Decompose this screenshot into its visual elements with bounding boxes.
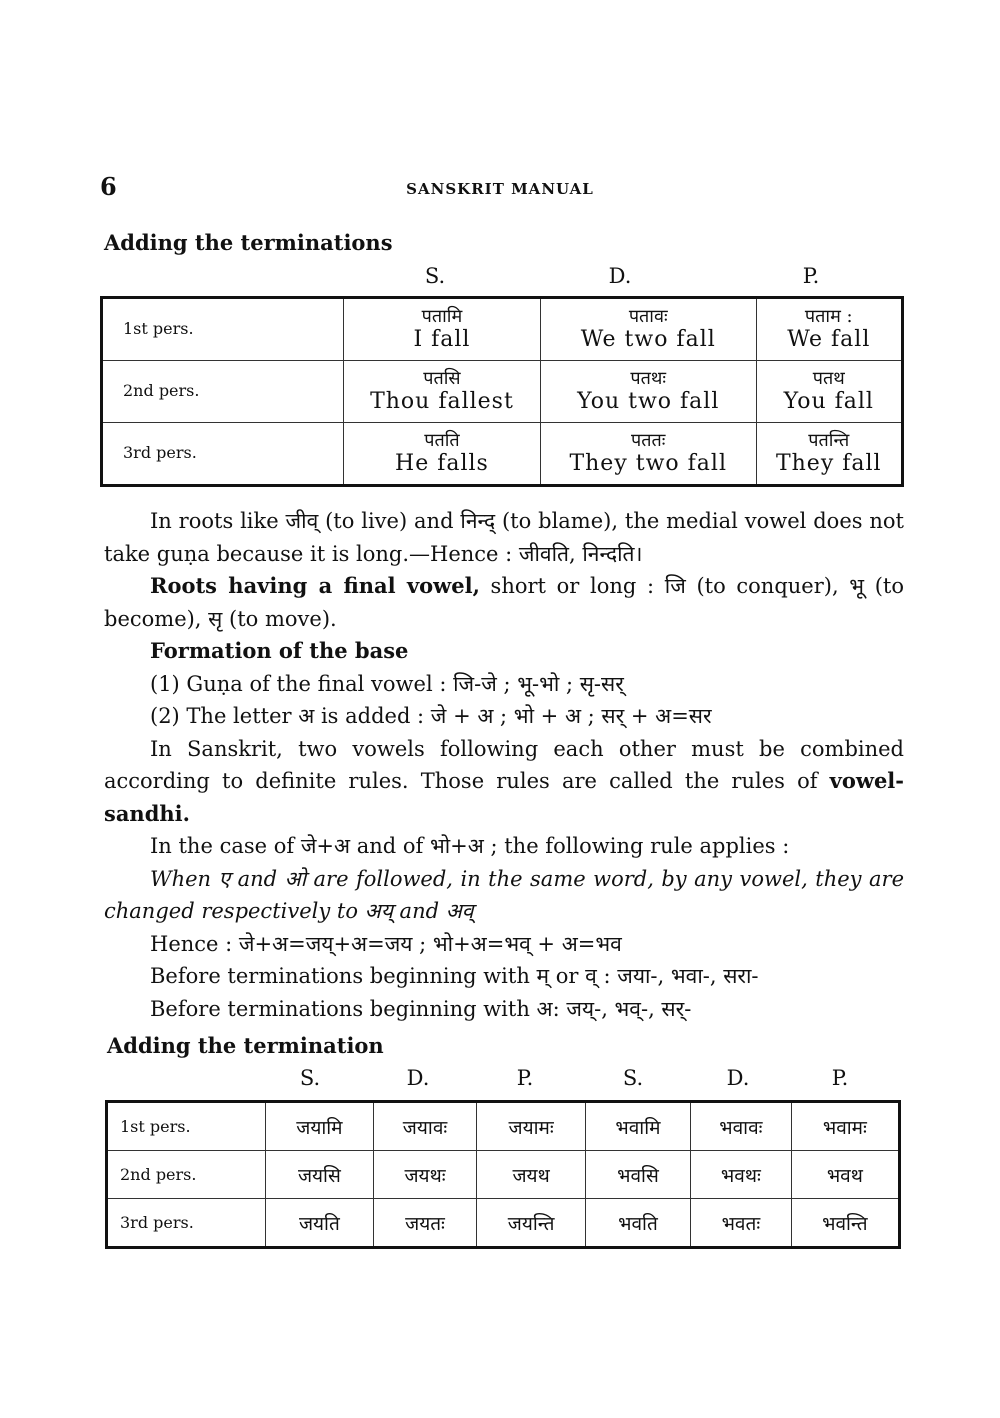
section-heading-terminations: Adding the terminations — [104, 230, 393, 255]
column-header: D. — [406, 1066, 430, 1090]
column-header-singular: S. — [424, 264, 446, 288]
table-row — [102, 423, 903, 486]
running-title: SANSKRIT MANUAL — [406, 180, 594, 198]
table-cell: भवामः — [791, 1102, 899, 1151]
table-cell: जयथ — [477, 1151, 586, 1199]
paragraph-text: In Sanskrit, two vowels following each other must be combined according to definite rules. Those rules are called the rules of — [104, 736, 904, 793]
table-cell — [540, 298, 756, 361]
conjugation-table-patati — [100, 296, 904, 487]
english-gloss: I fall — [413, 327, 471, 353]
table-cell — [756, 298, 902, 361]
column-header: S. — [622, 1066, 644, 1090]
sanskrit-form: पतथः — [630, 367, 667, 389]
column-header-plural: P. — [802, 264, 820, 288]
rule-letter-a-added: (2) The letter अ is added : जे + अ ; भो + अ ; सर् + अ=सर — [150, 704, 712, 728]
table-cell — [344, 423, 541, 486]
conjugation-table-jayati-bhavati — [105, 1100, 901, 1249]
english-gloss: You fall — [783, 389, 874, 415]
sanskrit-form: पतामि — [421, 305, 463, 327]
table-row — [107, 1199, 900, 1248]
table-cell: जयति — [266, 1199, 374, 1248]
subheading-formation-of-base: Formation of the base — [150, 638, 409, 663]
table-cell: जयावः — [373, 1102, 476, 1151]
table-cell — [756, 361, 902, 423]
body-text — [104, 505, 904, 1025]
paragraph-before-m-v: Before terminations beginning with म् or व् : जया-, भवा-, सरा- — [150, 964, 759, 988]
row-label: 1st pers. — [102, 298, 344, 361]
table-cell — [540, 361, 756, 423]
paragraph-hence: Hence : जे+अ=जय्+अ=जय ; भो+अ=भव् + अ=भव — [150, 931, 622, 956]
sanskrit-form: पतति — [424, 429, 460, 451]
table-cell: भवसि — [585, 1151, 690, 1199]
row-label: 1st pers. — [107, 1102, 266, 1151]
english-gloss: Thou fallest — [370, 389, 514, 415]
table-cell: भवामि — [585, 1102, 690, 1151]
column-header: D. — [726, 1066, 750, 1090]
table-cell: जयतः — [373, 1199, 476, 1248]
paragraph-rule-italic: When ए and ओ are followed, in the same word, by any vowel, they are changed respectively to अय् and अव् — [104, 866, 904, 923]
sanskrit-form: पतथ — [812, 367, 845, 389]
table-cell: भवथ — [791, 1151, 899, 1199]
bold-phrase: Roots having a final vowel, — [150, 573, 480, 598]
english-gloss: He falls — [395, 451, 489, 477]
table-row — [107, 1102, 900, 1151]
table-cell: जयामः — [477, 1102, 586, 1151]
table-cell — [344, 298, 541, 361]
paragraph-rule-applies: In the case of जे+अ and of भो+अ ; the following rule applies : — [150, 834, 790, 858]
column-header-dual: D. — [608, 264, 632, 288]
column-header: S. — [299, 1066, 321, 1090]
english-gloss: We fall — [787, 327, 871, 353]
sanskrit-form: पतन्ति — [808, 429, 850, 451]
table-cell: भवतः — [690, 1199, 791, 1248]
table-cell: जयन्ति — [477, 1199, 586, 1248]
table-cell: भवथः — [690, 1151, 791, 1199]
bold-phrase: vowel-sandhi. — [104, 768, 904, 826]
table-cell — [540, 423, 756, 486]
row-label: 3rd pers. — [102, 423, 344, 486]
row-label: 2nd pers. — [107, 1151, 266, 1199]
english-gloss: You two fall — [577, 389, 720, 415]
row-label: 2nd pers. — [102, 361, 344, 423]
english-gloss: We two fall — [580, 327, 716, 353]
sanskrit-form: पतसि — [423, 367, 461, 389]
table-cell: जयामि — [266, 1102, 374, 1151]
table-cell: जयथः — [373, 1151, 476, 1199]
table-cell: जयसि — [266, 1151, 374, 1199]
section-heading-termination: Adding the termination — [107, 1033, 384, 1058]
paragraph-before-a: Before terminations beginning with अ: जय्-, भव्-, सर्- — [150, 996, 692, 1021]
column-header: P. — [831, 1066, 849, 1090]
sanskrit-form: पतावः — [628, 305, 668, 327]
row-label: 3rd pers. — [107, 1199, 266, 1248]
sanskrit-form: पततः — [631, 429, 666, 451]
paragraph-vowel-sandhi — [104, 733, 904, 831]
rule-guna: (1) Guṇa of the final vowel : जि-जे ; भू-भो ; सृ-सर् — [150, 671, 624, 696]
table-row — [102, 298, 903, 361]
paragraph-final-vowel-roots — [104, 570, 904, 635]
page-number: 6 — [100, 172, 117, 201]
table-cell: भवति — [585, 1199, 690, 1248]
english-gloss: They two fall — [569, 451, 727, 477]
column-header: P. — [516, 1066, 534, 1090]
table-cell — [756, 423, 902, 486]
paragraph-medial-vowel: In roots like जीव् (to live) and निन्द् (to blame), the medial vowel does not take guṇa because it is long.—Hence : जीवति, निन्दति। — [104, 509, 904, 566]
english-gloss: They fall — [775, 451, 882, 477]
paragraph-text: short or long : जि (to conquer), भू (to become), सृ (to move). — [104, 574, 904, 631]
sanskrit-form: पताम : — [804, 305, 853, 327]
table-row — [102, 361, 903, 423]
table-cell — [344, 361, 541, 423]
table-row — [107, 1151, 900, 1199]
table-cell: भवन्ति — [791, 1199, 899, 1248]
table-cell: भवावः — [690, 1102, 791, 1151]
